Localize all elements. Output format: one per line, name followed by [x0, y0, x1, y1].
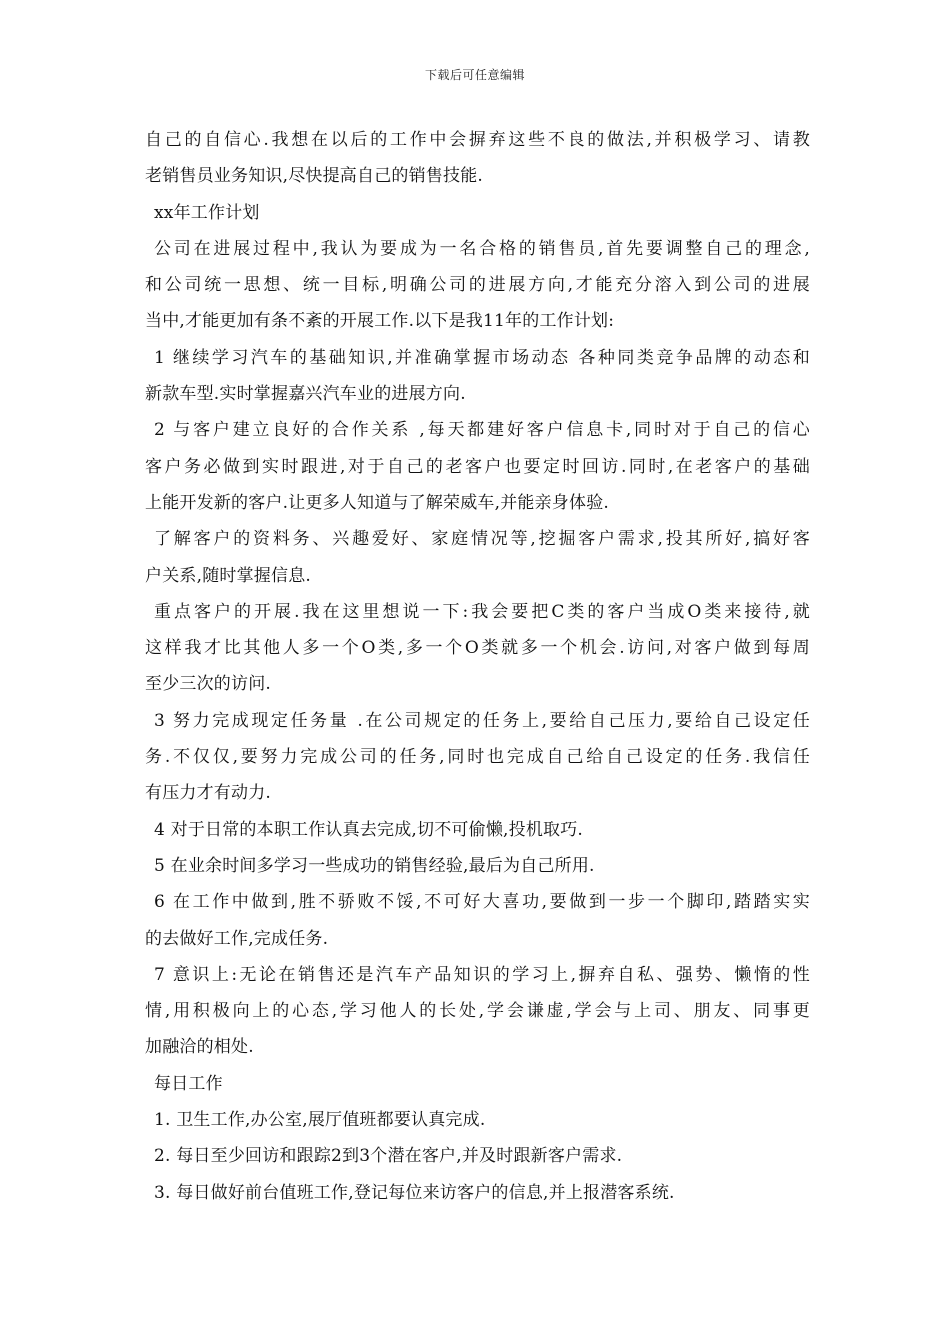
text-line: 这样我才比其他人多一个O类,多一个O类就多一个机会.访问,对客户做到每周 — [145, 638, 810, 659]
text-line: 情,用积极向上的心态,学习他人的长处,学会谦虚,学会与上司、朋友、同事更 — [145, 1001, 810, 1022]
list-item: 2. 每日至少回访和跟踪2到3个潜在客户,并及时跟新客户需求. — [154, 1146, 623, 1167]
text-line: 新款车型.实时掌握嘉兴汽车业的进展方向. — [145, 384, 466, 405]
text-line: 重点客户的开展.我在这里想说一下:我会要把C类的客户当成O类来接待,就 — [154, 601, 810, 622]
text-line: 有压力才有动力. — [145, 783, 272, 804]
text-line: 至少三次的访问. — [145, 674, 272, 695]
text-line: 上能开发新的客户.让更多人知道与了解荣威车,并能亲身体验. — [145, 492, 610, 513]
text-line: 的去做好工作,完成任务. — [145, 928, 329, 949]
section-heading: xx年工作计划 — [154, 202, 260, 223]
list-item: 6 在工作中做到,胜不骄败不馁,不可好大喜功,要做到一步一个脚印,踏踏实实 — [154, 892, 810, 913]
text-line: 自己的自信心.我想在以后的工作中会摒弃这些不良的做法,并积极学习、请教 — [145, 130, 810, 150]
text-line: 当中,才能更加有条不紊的开展工作.以下是我11年的工作计划: — [145, 311, 615, 332]
list-item: 5 在业余时间多学习一些成功的销售经验,最后为自己所用. — [154, 855, 595, 876]
text-line: 公司在进展过程中,我认为要成为一名合格的销售员,首先要调整自己的理念, — [154, 238, 810, 259]
text-line: 了解客户的资料务、兴趣爱好、家庭情况等,挖掘客户需求,投其所好,搞好客 — [154, 529, 810, 550]
list-item: 2 与客户建立良好的合作关系 ,每天都建好客户信息卡,同时对于自己的信心 — [154, 420, 810, 441]
section-heading: 每日工作 — [154, 1073, 223, 1094]
text-line: 老销售员业务知识,尽快提高自己的销售技能. — [145, 166, 484, 187]
list-item: 4 对于日常的本职工作认真去完成,切不可偷懒,投机取巧. — [154, 819, 584, 840]
text-line: 加融洽的相处. — [145, 1037, 254, 1058]
list-item: 7 意识上:无论在销售还是汽车产品知识的学习上,摒弃自私、强势、懒惰的性 — [154, 964, 810, 985]
list-item: 3 努力完成现定任务量 .在公司规定的任务上,要给自己压力,要给自己设定任 — [154, 710, 810, 731]
document-body — [145, 122, 810, 1211]
text-line: 和公司统一思想、统一目标,明确公司的进展方向,才能充分溶入到公司的进展 — [145, 275, 810, 296]
page-header: 下载后可任意编辑 — [424, 68, 525, 82]
text-line: 户关系,随时掌握信息. — [145, 565, 312, 586]
list-item: 1. 卫生工作,办公室,展厅值班都要认真完成. — [154, 1110, 486, 1131]
text-line: 务.不仅仅,要努力完成公司的任务,同时也完成自己给自己设定的任务.我信任 — [145, 747, 810, 768]
list-item: 1 继续学习汽车的基础知识,并准确掌握市场动态 各种同类竞争品牌的动态和 — [154, 347, 810, 368]
list-item: 3. 每日做好前台值班工作,登记每位来访客户的信息,并上报潜客系统. — [154, 1182, 675, 1203]
text-line: 客户务必做到实时跟进,对于自己的老客户也要定时回访.同时,在老客户的基础 — [145, 456, 810, 477]
